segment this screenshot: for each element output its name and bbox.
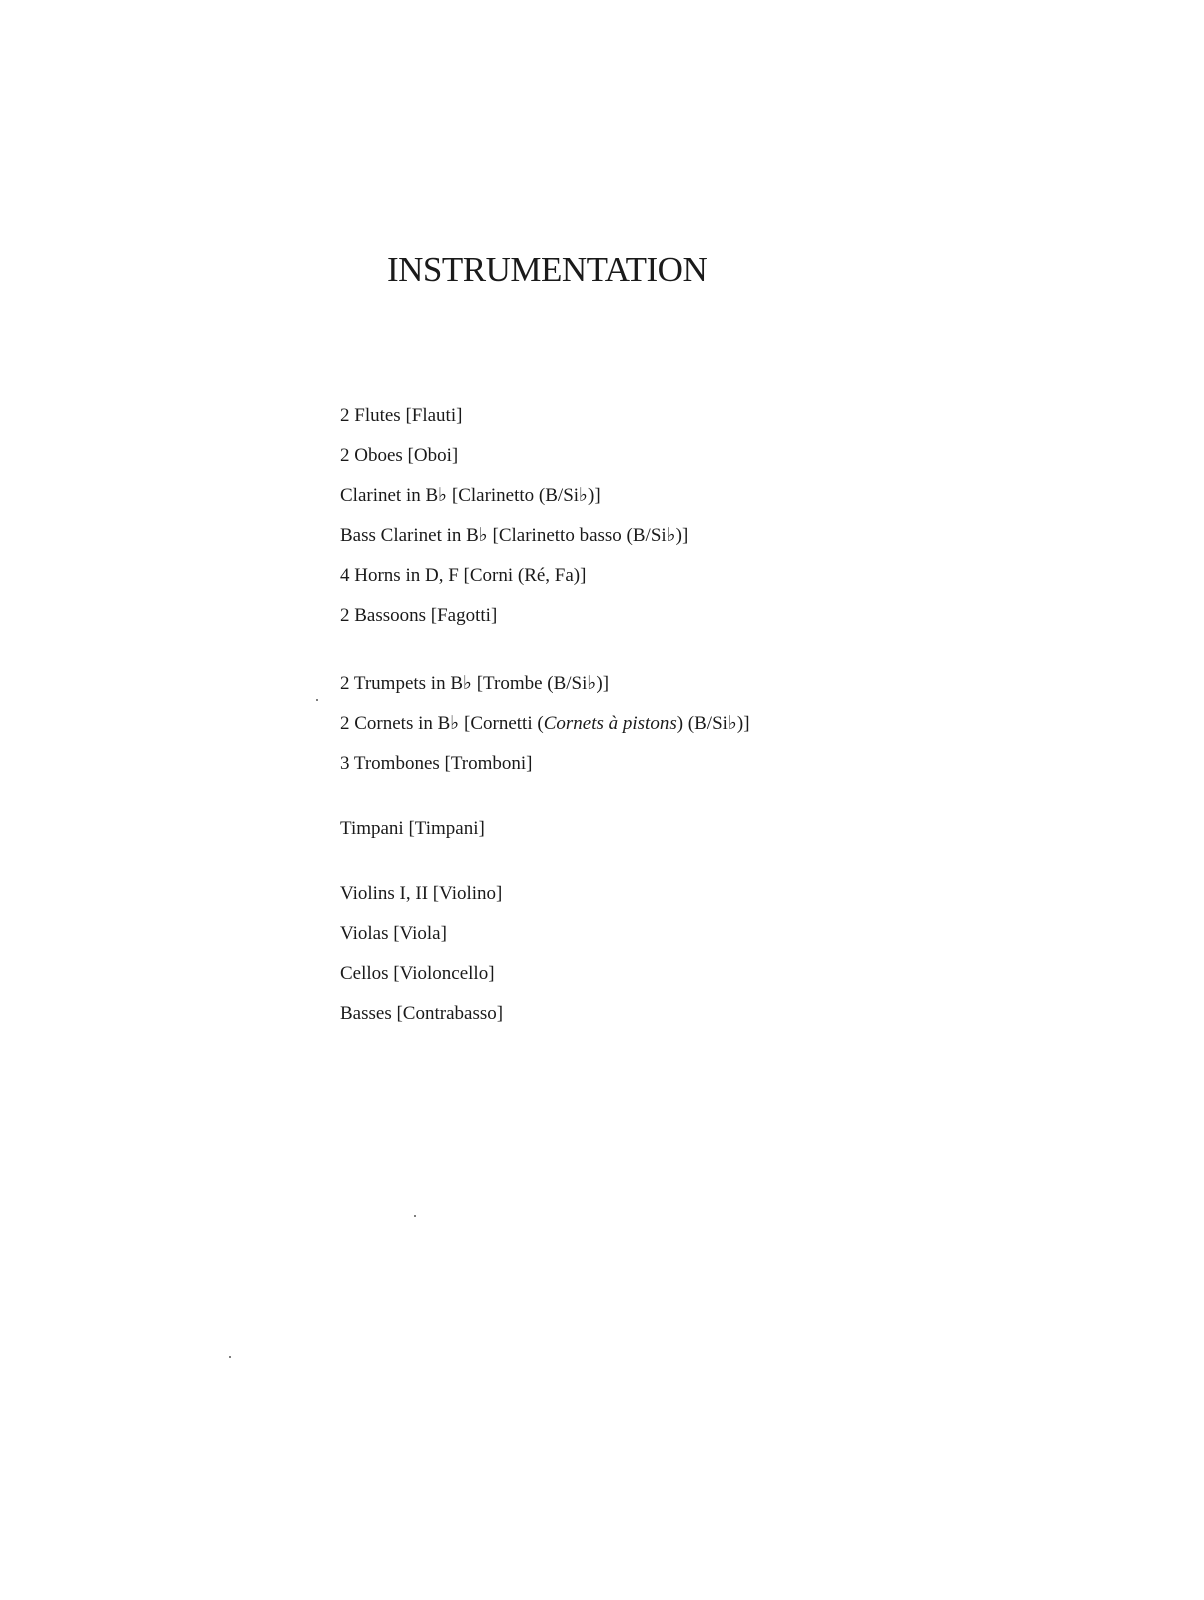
instrument-violins: Violins I, II [Violino] — [340, 883, 503, 904]
instrument-trumpets: 2 Trumpets in B♭ [Trombe (B/Si♭)] — [340, 673, 610, 694]
cornets-text-end: ) (B/Si♭)] — [676, 713, 750, 734]
cornets-text-start: 2 Cornets in B♭ [Cornetti ( — [340, 713, 544, 734]
page-title: INSTRUMENTATION — [387, 250, 708, 289]
instrument-clarinet: Clarinet in B♭ [Clarinetto (B/Si♭)] — [340, 485, 601, 506]
cornets-text-italic: Cornets à pistons — [543, 713, 677, 734]
instrument-timpani: Timpani [Timpani] — [340, 818, 485, 839]
instrument-basses: Basses [Contrabasso] — [340, 1003, 504, 1024]
instrument-bass-clarinet: Bass Clarinet in B♭ [Clarinetto basso (B/Si♭)] — [340, 525, 689, 546]
instrument-trombones: 3 Trombones [Tromboni] — [340, 753, 533, 774]
instrument-flutes: 2 Flutes [Flauti] — [340, 405, 463, 426]
instrument-cellos: Cellos [Violoncello] — [340, 963, 495, 984]
instrument-violas: Violas [Viola] — [340, 923, 447, 944]
scan-speck — [414, 1215, 416, 1217]
instrument-horns: 4 Horns in D, F [Corni (Ré, Fa)] — [340, 565, 587, 586]
scan-speck — [229, 1356, 231, 1358]
instrument-list — [340, 0, 940, 1600]
instrument-cornets — [340, 713, 750, 735]
instrument-bassoons: 2 Bassoons [Fagotti] — [340, 605, 498, 626]
instrument-oboes: 2 Oboes [Oboi] — [340, 445, 459, 466]
scan-speck — [316, 699, 318, 701]
